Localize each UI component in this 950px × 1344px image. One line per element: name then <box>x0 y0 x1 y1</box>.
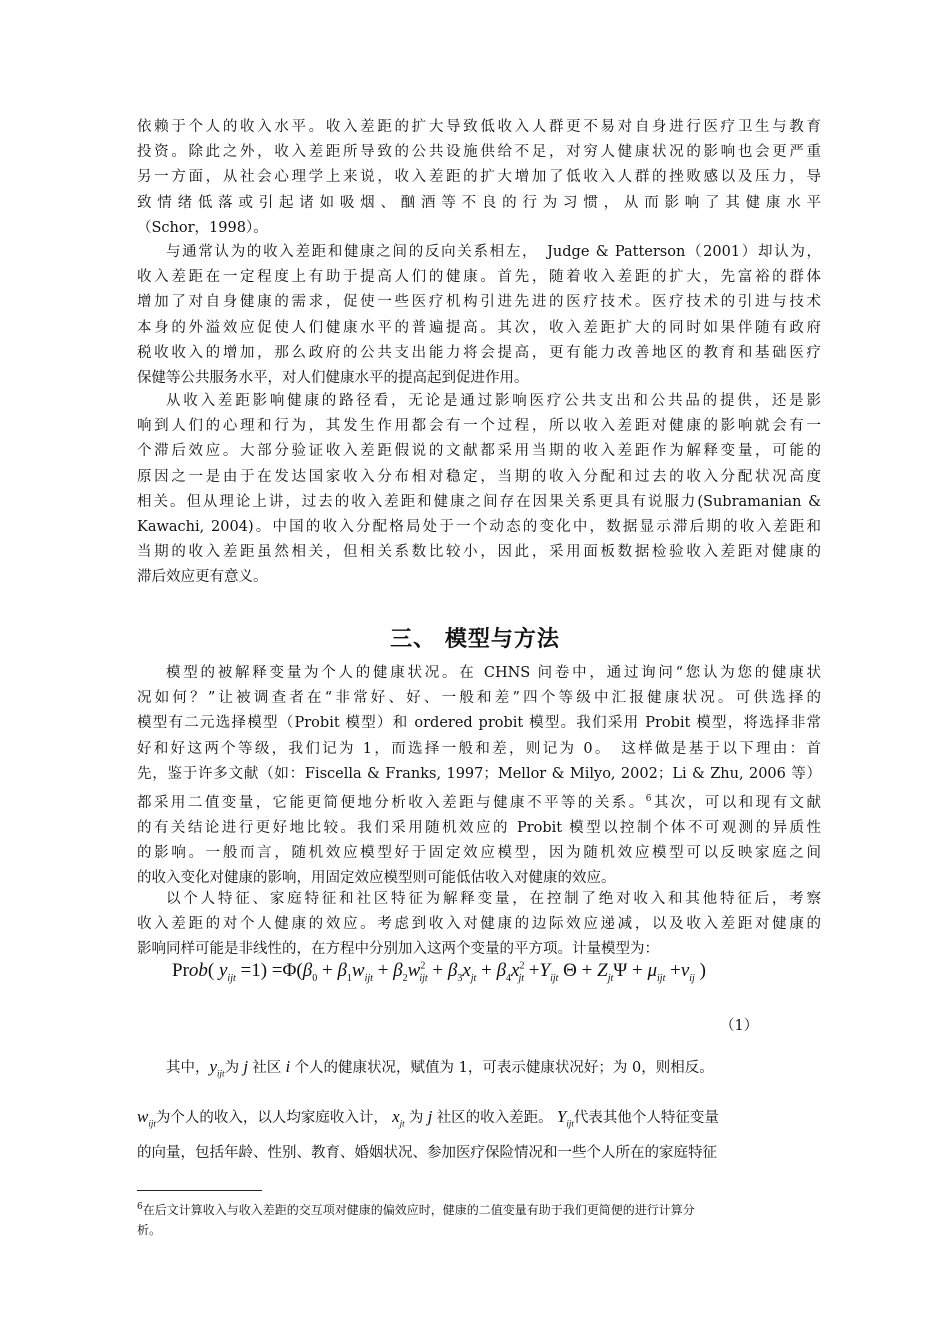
text-line: 原因之一是由于在发达国家收入分布相对稳定，当期的收入分配和过去的收入分配状况高度 <box>137 468 821 485</box>
text-line: 税收收入的增加，那么政府的公共支出能力将会提高，更有能力改善地区的教育和基础医疗 <box>137 344 821 361</box>
variable-w-ijt: $w_{ijt}$ <box>137 1107 156 1129</box>
text-line: 保健等公共服务水平，对人们健康水平的提高起到促进作用。 <box>137 370 529 387</box>
text-segment: 代表其他个人特征变量 <box>573 1110 719 1127</box>
text-line <box>137 1052 821 1088</box>
section-heading: 三、 模型与方法 <box>390 627 560 652</box>
paragraph-5 <box>137 887 821 963</box>
text-segment: 其次，可以和现有文献 <box>651 794 822 811</box>
paragraph-4 <box>137 661 821 892</box>
text-line: 的影响。一般而言，随机效应模型好于固定效应模型，因为随机效应模型可以反映家庭之间 <box>137 845 821 862</box>
variable-i: i <box>281 1057 295 1076</box>
text-line: 本身的外溢效应促使人们健康水平的普遍提高。其次，收入差距扩大的同时如果伴随有政府 <box>137 319 821 336</box>
text-line: 增加了对自身健康的需求，促使一些医疗机构引进先进的医疗技术。医疗技术的引进与技术 <box>137 294 821 311</box>
text-line: （Schor，1998）。 <box>137 219 268 236</box>
text-line: 当期的收入差距虽然相关，但相关系数比较小，因此，采用面板数据检验收入差距对健康的 <box>137 544 821 561</box>
paragraph-3 <box>137 389 821 591</box>
footnote-reference[interactable]: 6 <box>645 794 652 805</box>
text-segment: 社区 <box>252 1060 282 1076</box>
variable-Y-ijt: $Y_{ijt}$ <box>552 1107 574 1129</box>
text-line <box>137 787 821 816</box>
text-line <box>137 1197 821 1220</box>
text-line: 的收入变化对健康的影响，用固定效应模型则可能低估收入对健康的效应。 <box>137 870 616 887</box>
text-line: 个滞后效应。大部分验证收入差距假说的文献都采用当期的收入差距作为解释变量，可能的 <box>137 443 821 460</box>
text-segment: 为 <box>408 1110 424 1127</box>
text-line: 滞后效应更有意义。 <box>137 569 268 586</box>
footnote <box>137 1197 821 1240</box>
text-line: 先，鉴于许多文献（如：Fiscella & Franks, 1997；Mellor & Milyo, 2002；Li & Zhu, 2006 等） <box>137 765 821 782</box>
footnote-text: 在后文计算收入与收入差距的交互项对健康的偏效应时，健康的二值变量有助于我们更简便的进行计算分 <box>142 1203 695 1217</box>
equation-number: （1） <box>720 1018 759 1034</box>
text-segment: 为个人的收入，以人均家庭收入计， <box>155 1110 388 1127</box>
text-segment: 为 <box>224 1060 240 1076</box>
text-line: 收入差距在一定程度上有助于提高人们的健康。首先，随着收入差距的扩大，先富裕的群体 <box>137 269 821 286</box>
text-line: 响到人们的心理和行为，其发生作用都会有一个过程，所以收入差距对健康的影响就会有一 <box>137 418 821 435</box>
variable-j: j <box>423 1107 437 1127</box>
text-line: 与通常认为的收入差距和健康之间的反向关系相左， Judge & Patterson（2001）却认为， <box>166 244 821 260</box>
text-line: 致 情 绪 低 落 或 引 起 诸 如 吸 烟 、 酗 酒 等 不 良 的 行 为 习 惯 ， 从 而 影 响 了 其 健 康 水 平 <box>137 194 821 211</box>
text-line: Kawachi, 2004)。中国的收入分配格局处于一个动态的变化中，数据显示滞后期的收入差距和 <box>137 519 821 536</box>
paragraph-1 <box>137 115 821 241</box>
variable-j: j <box>239 1057 253 1076</box>
text-line: 好和好这两个等级，我们记为 1，而选择一般和差，则记为 0。 这样做是基于以下理由：首 <box>137 740 821 757</box>
text-line: 况如何？”让被调查者在“非常好、好、一般和差”四个等级中汇报健康状况。可供选择的 <box>137 690 821 707</box>
paragraph-6 <box>137 1052 821 1168</box>
text-line: 投资。除此之外，收入差距所导致的公共设施供给不足，对穷人健康状况的影响也会更严重 <box>137 144 821 161</box>
text-line: 的有关结论进行更好地比较。我们采用随机效应的 Probit 模型以控制个体不可观测的异质性 <box>137 820 821 837</box>
text-line: 的向量，包括年龄、性别、教育、婚姻状况、参加医疗保险情况和一些个人所在的家庭特征 <box>137 1144 717 1161</box>
text-segment: 社区的收入差距。 <box>436 1110 553 1127</box>
text-segment: 个人的健康状况，赋值为 1，可表示健康状况好；为 0，则相反。 <box>294 1060 714 1076</box>
text-line: 析。 <box>137 1223 162 1237</box>
footnote-mark: 6 <box>137 1202 143 1212</box>
text-line: 收入差距的对个人健康的效应。考虑到收入对健康的边际效应递减，以及收入差距对健康的 <box>137 916 821 933</box>
text-line: 从收入差距影响健康的路径看，无论是通过影响医疗公共支出和公共品的提供，还是影 <box>166 393 821 409</box>
paragraph-2 <box>137 240 821 391</box>
text-line: 另一方面，从社会心理学上来说，收入差距的扩大增加了低收入人群的挫败感以及压力，导 <box>137 169 821 186</box>
variable-y-ijt: $y_{ijt}$ <box>209 1057 225 1079</box>
text-line: 以个人特征、家庭特征和社区特征为解释变量，在控制了绝对收入和其他特征后，考察 <box>166 891 821 907</box>
text-line: 模型的被解释变量为个人的健康状况。在 CHNS 问卷中，通过询问“您认为您的健康状 <box>166 665 821 681</box>
text-line <box>137 1102 821 1138</box>
text-line: 影响同样可能是非线性的，在方程中分别加入这两个变量的平方项。计量模型为： <box>137 941 659 958</box>
footnote-divider <box>137 1190 262 1191</box>
variable-x-jt: $x_{jt}$ <box>387 1107 405 1129</box>
equation-probit-model: Prob( $y_{ijt} =1) =\Phi(\beta_0 + \beta_1w_{ijt} + \beta_2w^2_{ijt} + \beta_3x_{jt} + \beta_4x^2_{jt} +Y_{ijt}$ $\Theta + Z_{jt}\Psi + \mu_{ijt} +\nu_{ij}$ ) <box>172 960 706 984</box>
text-line: 相关。但从理论上讲，过去的收入差距和健康之间存在因果关系更具有说服力(Subramanian & <box>137 493 821 510</box>
text-segment: 都采用二值变量，它能更简便地分析收入差距与健康不平等的关系。 <box>137 794 646 811</box>
text-line: 模型有二元选择模型（Probit 模型）和 ordered probit 模型。我们采用 Probit 模型，将选择非常 <box>137 715 821 732</box>
text-segment: 其中， <box>166 1060 210 1076</box>
text-line: 依赖于个人的收入水平。收入差距的扩大导致低收入人群更不易对自身进行医疗卫生与教育 <box>137 119 821 135</box>
